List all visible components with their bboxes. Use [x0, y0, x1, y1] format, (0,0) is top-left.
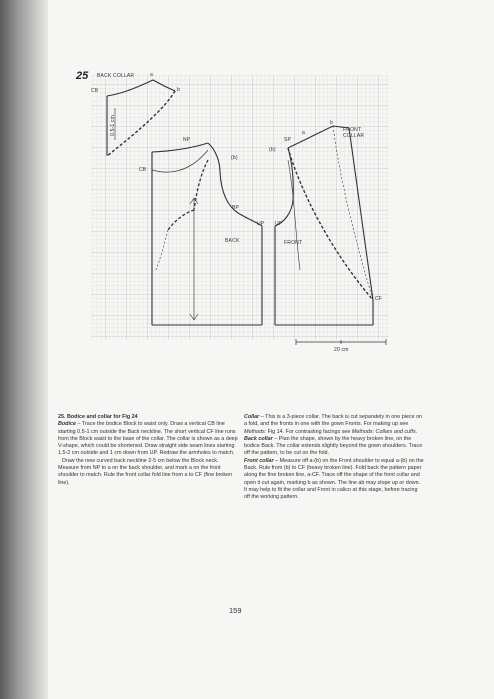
- label-back-collar: BACK COLLAR: [97, 73, 135, 79]
- label-sp: SP: [284, 137, 292, 143]
- label-scale: 20 cm: [334, 347, 349, 353]
- front-collar-paragraph: [244, 458, 424, 502]
- label-up-left: UP: [257, 221, 265, 227]
- collar-body-1: – This is a 3-piece collar. The back is cut separately in one piece on a fold, and the fronts in one with the gown Fronts. For making up see: [244, 414, 423, 428]
- collar-paragraph: [244, 414, 424, 436]
- section-title: 25. Bodice and collar for Fig 24: [58, 414, 138, 420]
- bodice-paragraph: [58, 421, 238, 457]
- label-b-collar: b: [177, 87, 180, 93]
- label-measure: 0.5-1 cm: [110, 114, 116, 136]
- back-collar-heading: Back collar: [244, 435, 273, 442]
- front-collar-heading: Front collar: [244, 457, 274, 464]
- label-a-top: a: [150, 72, 153, 78]
- text-column-left: [58, 414, 238, 487]
- label-b-front2: b: [330, 120, 333, 126]
- label-back: BACK: [225, 238, 240, 244]
- label-a-front: a: [302, 130, 305, 136]
- collar-methods2: Methods: Collars and cuffs.: [351, 428, 418, 435]
- back-collar-body: – Plan the shape, shown by the heavy broken line, on the bodice Back. The collar extends slightly beyond the gown shoulders. Trace off the pattern, to be cut on the fold.: [244, 435, 423, 457]
- label-np: NP: [183, 137, 191, 143]
- label-cf: CF: [375, 296, 383, 302]
- collar-methods: Methods:: [244, 428, 267, 435]
- label-bp: BP: [232, 205, 240, 211]
- figure-number: 25: [76, 70, 89, 82]
- collar-heading: Collar: [244, 414, 260, 420]
- label-front-collar-2: COLLAR: [343, 133, 365, 139]
- label-front: FRONT: [284, 240, 303, 246]
- label-front-collar-1: FRONT: [343, 127, 362, 133]
- neckline-paragraph: Draw the new curved back neckline 2-5 cm below the Block neck. Measure from NP to a on the back shoulder, and mark a on the front shoulder to match. Rule the front collar fold line from a to CF (fine broken line).: [58, 457, 233, 486]
- label-up-right: UP: [275, 221, 283, 227]
- bodice-body: – Trace the bodice Block to waist only. Draw a vertical CB line starting 0.5-1 cm outside the Back neckline. The short vertical CF line runs from the Block waist to the base of the collar. The collar is shown as a deep V-shape, which could be shortened. Draw straight side seam lines starting 1.5-2 cm outside and 1 cm down from UP. Redraw the armholes to match.: [58, 421, 238, 457]
- collar-body-2: Fig 14. For contrasting facings see: [266, 428, 352, 435]
- label-b-paren: (b): [231, 155, 238, 161]
- label-cb-bodice: CB: [139, 167, 147, 173]
- front-collar-body: – Measure off a-(b) on the Front shoulder to equal a-(b) on the Back. Rule from (b) to CF (heavy broken line). Fold back the pattern paper along the fine broken line, a-CF. Trace off the shape of the front collar and open it out again, marking b as shown. The line ab may slope up or down. It may help to fit the collar and Front in calico at this stage, before tracing off the working pattern.: [244, 457, 424, 501]
- bodice-heading: Bodice: [58, 421, 76, 428]
- graph-grid: [91, 75, 389, 340]
- label-cb-collar: CB: [91, 88, 99, 94]
- text-column-right: [244, 414, 424, 502]
- back-collar-paragraph: [244, 436, 424, 458]
- page-number: 159: [229, 606, 242, 615]
- label-b-front: (b): [269, 147, 276, 153]
